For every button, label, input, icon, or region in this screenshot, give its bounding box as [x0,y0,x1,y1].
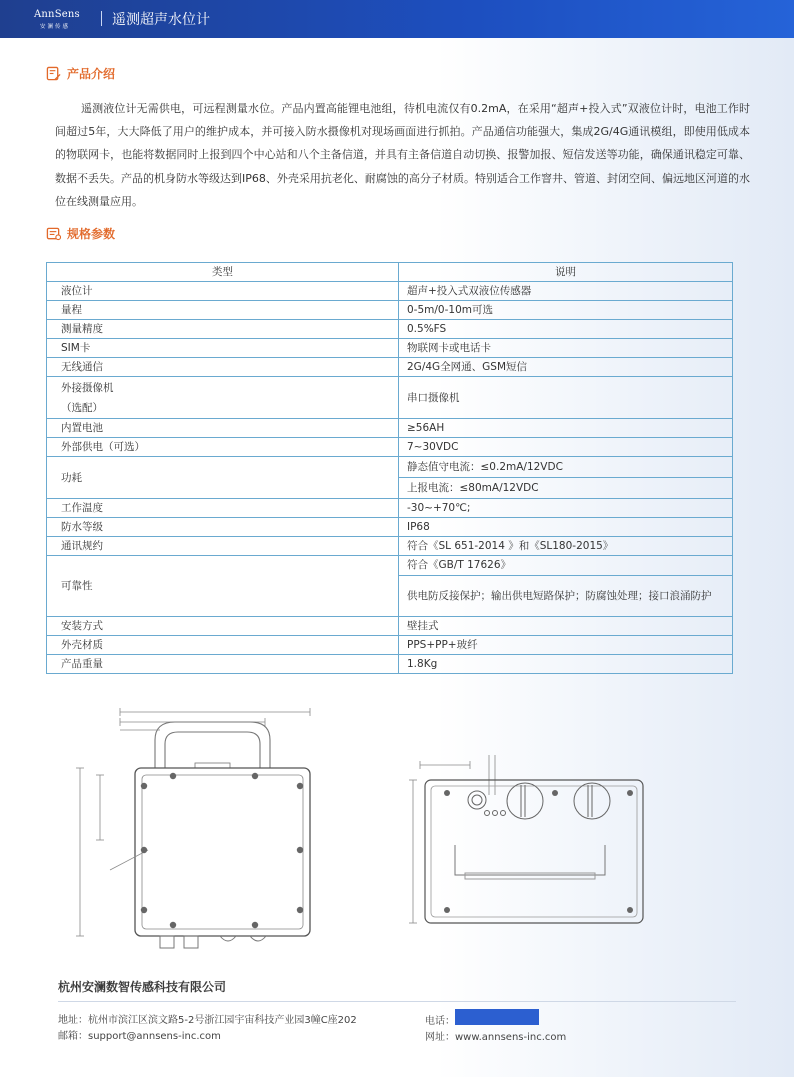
row-label: 功耗 [47,457,399,499]
row-label: 可靠性 [47,556,399,617]
intro-section-heading [46,64,115,82]
header-type: 类型 [47,263,399,282]
company-email: 邮箱：support@annsens-inc.com [58,1031,221,1042]
row-value: 符合《SL 651-2014 》和《SL180-2015》 [399,537,733,556]
row-value: 超声+投入式双液位传感器 [399,282,733,301]
table-row [47,358,733,377]
row-value: 串口摄像机 [399,377,733,419]
row-value: 壁挂式 [399,617,733,636]
row-label: 液位计 [47,282,399,301]
row-value: 供电防反接保护；输出供电短路保护；防腐蚀处理；接口浪涌防护 [399,576,733,617]
company-website[interactable]: 网址：www.annsens-inc.com [425,1032,567,1043]
row-label: 外部供电（可选） [47,438,399,457]
row-value: 7~30VDC [399,438,733,457]
logo-subtext: 安澜传感 [40,24,71,30]
row-value: 符合《GB/T 17626》 [399,556,733,576]
table-row [47,518,733,537]
table-row [47,556,733,576]
spec-list-icon [46,226,61,241]
logo-text: AnnSens [34,9,80,20]
row-value: 0.5%FS [399,320,733,339]
table-header-row [47,263,733,282]
table-row [47,617,733,636]
camera-label-line2: （选配） [61,402,103,414]
row-value: ≥56AH [399,419,733,438]
company-address: 地址：杭州市滨江区滨文路5-2号浙江园宇宙科技产业园3幢C座202 [58,1015,357,1026]
row-value: 2G/4G全网通、GSM短信 [399,358,733,377]
row-label: 测量精度 [47,320,399,339]
table-row [47,282,733,301]
spec-section-title: 规格参数 [67,226,116,241]
header-bar [0,0,794,38]
row-label: 通讯规约 [47,537,399,556]
row-value: 物联网卡或电话卡 [399,339,733,358]
spec-section-heading [46,224,115,242]
document-edit-icon [46,66,61,81]
table-row [47,320,733,339]
row-value: 上报电流：≤80mA/12VDC [399,478,733,499]
row-label: 产品重量 [47,655,399,674]
table-row [47,438,733,457]
row-value: 0-5m/0-10m可选 [399,301,733,320]
spec-table [46,262,733,674]
row-label [47,377,399,419]
row-label: SIM卡 [47,339,399,358]
row-value: IP68 [399,518,733,537]
table-row [47,457,733,478]
intro-paragraph: 遥测液位计无需供电，可远程测量水位。产品内置高能锂电池组，待机电流仅有0.2mA，在采用“超声+投入式”双液位计时，电池工作时间超过5年，大大降低了用户的维护成本，并可接入防水摄像机对现场画面进行抓拍。产品通信功能强大，集成2G/4G通讯模组，即使用低成本的物联网卡，也能将数据同时上报到四个中心站和八个主备信道，并具有主备信道自动切换、报警加报、短信发送等功能，确保通讯稳定可靠、数据不丢失。产品的机身防水等级达到IP68、外壳采用抗老化、耐腐蚀的高分子材质。特别适合工作窨井、管道、封闭空间、偏远地区河道的水位在线测量应用。 [55,102,750,208]
phone-redaction-box [455,1009,539,1025]
row-label: 内置电池 [47,419,399,438]
footer-divider [58,1001,736,1002]
table-row [47,636,733,655]
row-label: 安装方式 [47,617,399,636]
page-title: 遥测超声水位计 [112,12,210,28]
row-value: 静态值守电流：≤0.2mA/12VDC [399,457,733,478]
row-label: 量程 [47,301,399,320]
table-row [47,301,733,320]
table-row [47,499,733,518]
row-label: 无线通信 [47,358,399,377]
side-view-drawing [395,755,655,935]
camera-label-line1: 外接摄像机 [61,382,114,394]
table-row [47,419,733,438]
company-name: 杭州安澜数智传感科技有限公司 [58,980,227,994]
header-divider [101,11,102,26]
table-row [47,537,733,556]
row-value: -30~+70℃; [399,499,733,518]
row-label: 外壳材质 [47,636,399,655]
header-description: 说明 [399,263,733,282]
table-row [47,655,733,674]
row-label: 防水等级 [47,518,399,537]
front-view-drawing [70,700,340,950]
company-logo [34,9,88,31]
intro-section-title: 产品介绍 [67,66,116,81]
table-row [47,339,733,358]
row-value: PPS+PP+玻纤 [399,636,733,655]
row-value: 1.8Kg [399,655,733,674]
row-label: 工作温度 [47,499,399,518]
phone-label: 电话： [425,1016,455,1027]
table-row [47,377,733,419]
